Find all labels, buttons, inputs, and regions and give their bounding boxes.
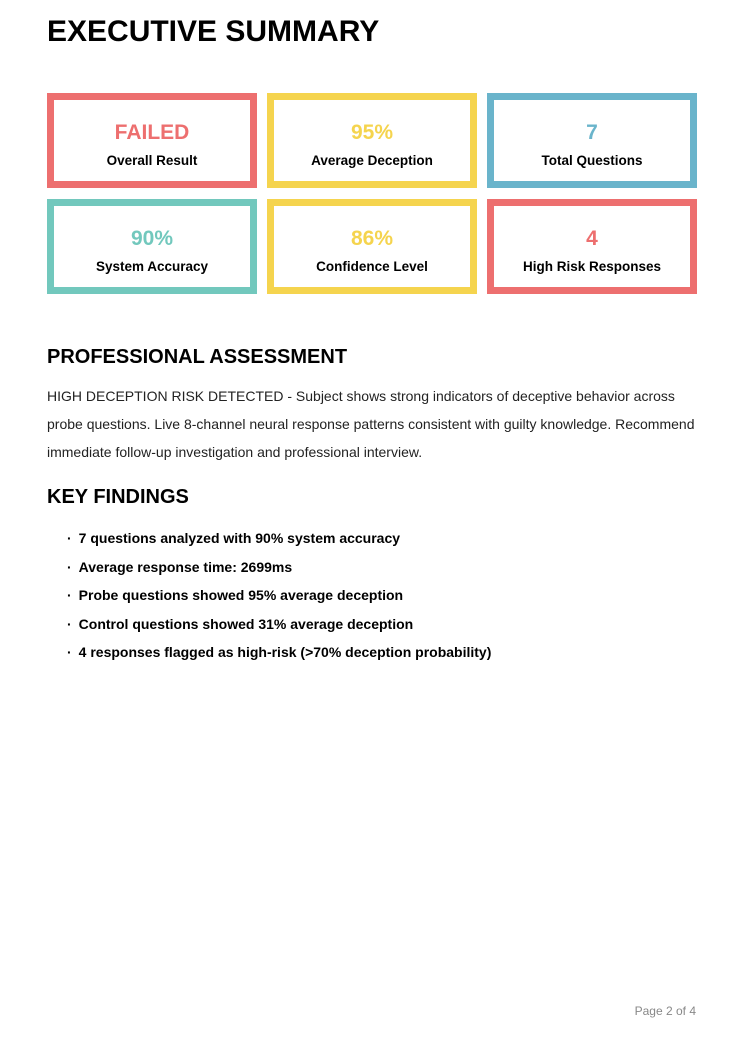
bullet-dot: · [67,558,72,575]
bullet-dot: · [67,644,72,660]
professional-assessment-heading: PROFESSIONAL ASSESSMENT [47,346,348,368]
page-title: EXECUTIVE SUMMARY [47,15,380,48]
key-finding-text: 4 responses flagged as high-risk (>70% deception probability) [78,644,492,660]
stat-card [487,199,697,294]
bullet-dot: · [67,587,72,603]
stat-card [267,199,477,294]
stat-card-content [316,228,428,274]
stat-card-content [311,122,433,168]
stat-card [267,93,477,188]
stat-value: 4 [586,226,598,250]
bullet-dot: · [67,615,72,632]
key-finding-text: 7 questions analyzed with 90% system accuracy [78,530,401,546]
stat-value: 90% [130,226,173,250]
stat-label: Total Questions [541,152,643,168]
key-findings-heading: KEY FINDINGS [47,486,189,508]
key-finding-item [67,638,697,667]
stat-card-content [541,122,642,168]
stat-card [487,93,697,188]
professional-assessment-body: HIGH DECEPTION RISK DETECTED - Subject shows strong indicators of deceptive behavior across probe questions. Live 8-channel neural response patterns consistent with guilty knowledge. Recommend immediate follow-up investigation and professional interview. [47,388,695,460]
page-number: Page 2 of 4 [634,1004,696,1018]
stat-label: Confidence Level [316,258,428,274]
key-finding-item [67,581,697,610]
key-finding-text: Average response time: 2699ms [78,558,293,575]
key-finding-item [67,610,697,639]
bullet-dot: · [67,530,72,546]
stat-card-content [523,228,661,274]
stat-card [47,199,257,294]
stat-label: System Accuracy [95,258,209,274]
stat-value: 95% [350,120,393,144]
key-finding-text: Control questions showed 31% average deception [78,615,414,632]
stat-label: High Risk Responses [522,258,662,274]
stat-card-content [96,228,208,274]
stat-value: FAILED [114,120,190,144]
stat-label: Overall Result [106,152,198,168]
key-finding-item [67,553,697,582]
stat-card-content [107,122,198,168]
stat-value: 86% [350,226,394,250]
stat-value: 7 [586,120,598,144]
key-finding-item [67,524,697,553]
summary-cards-grid [47,93,697,294]
key-finding-text: Probe questions showed 95% average deception [78,587,404,603]
stat-card [47,93,257,188]
key-findings-list [47,524,697,667]
stat-label: Average Deception [311,152,433,168]
